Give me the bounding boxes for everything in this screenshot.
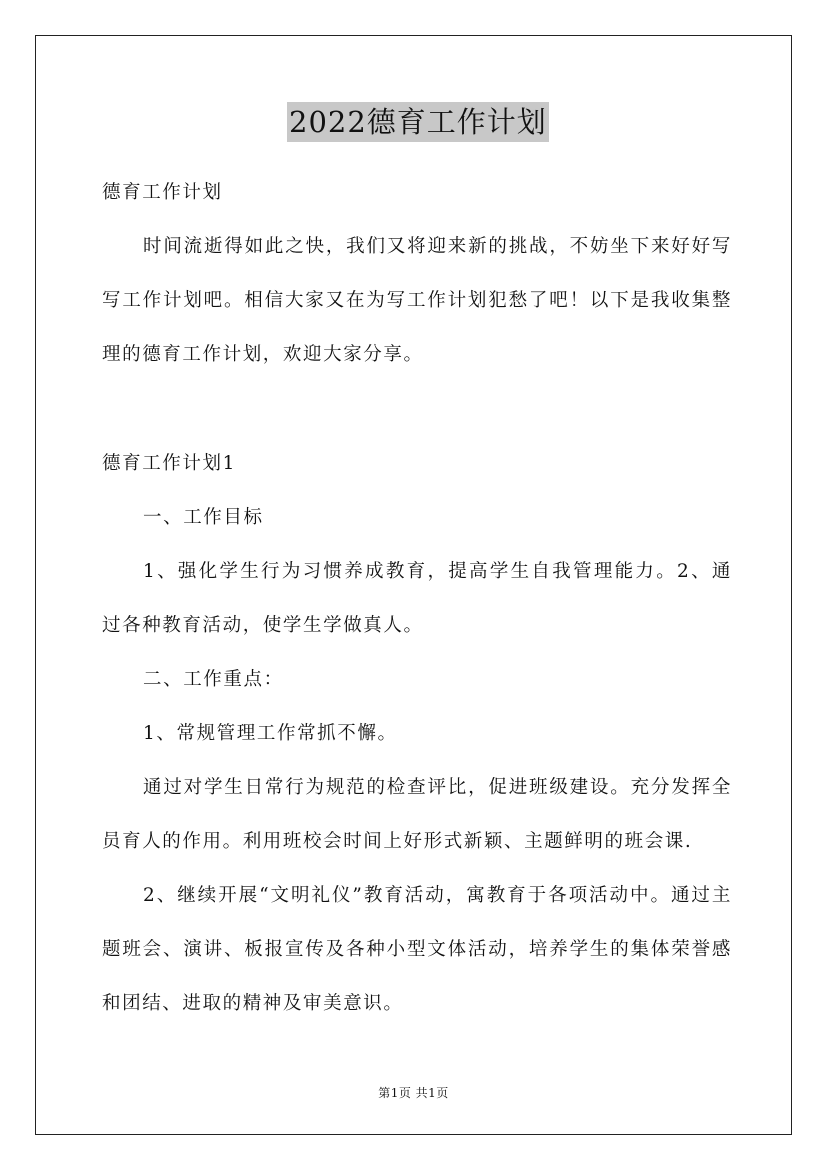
focus-item-2-paragraph: 2、继续开展“文明礼仪”教育活动，寓教育于各项活动中。通过主题班会、演讲、板报宣传及各种小型文体活动，培养学生的集体荣誉感和团结、进取的精神及审美意识。 bbox=[102, 885, 732, 1014]
goal-paragraph: 1、强化学生行为习惯养成教育，提高学生自我管理能力。2、通过各种教育活动，使学生学做真人。 bbox=[102, 561, 732, 636]
page-footer: 第1页 共1页 bbox=[378, 1086, 449, 1100]
intro-paragraph: 时间流逝得如此之快，我们又将迎来新的挑战，不妨坐下来好好写写工作计划吧。相信大家又在为写工作计划犯愁了吧！以下是我收集整理的德育工作计划，欢迎大家分享。 bbox=[102, 236, 732, 365]
goal-heading: 一、工作目标 bbox=[143, 507, 264, 528]
plan-heading: 德育工作计划1 bbox=[102, 453, 236, 474]
focus-item-1: 1、常规管理工作常抓不懈。 bbox=[143, 723, 398, 744]
document-title: 2022德育工作计划 bbox=[287, 102, 549, 142]
focus-detail-paragraph: 通过对学生日常行为规范的检查评比，促进班级建设。充分发挥全员育人的作用。利用班校会时间上好形式新颖、主题鲜明的班会课. bbox=[102, 777, 732, 852]
section-heading: 德育工作计划 bbox=[102, 182, 223, 203]
focus-heading: 二、工作重点： bbox=[143, 669, 284, 690]
